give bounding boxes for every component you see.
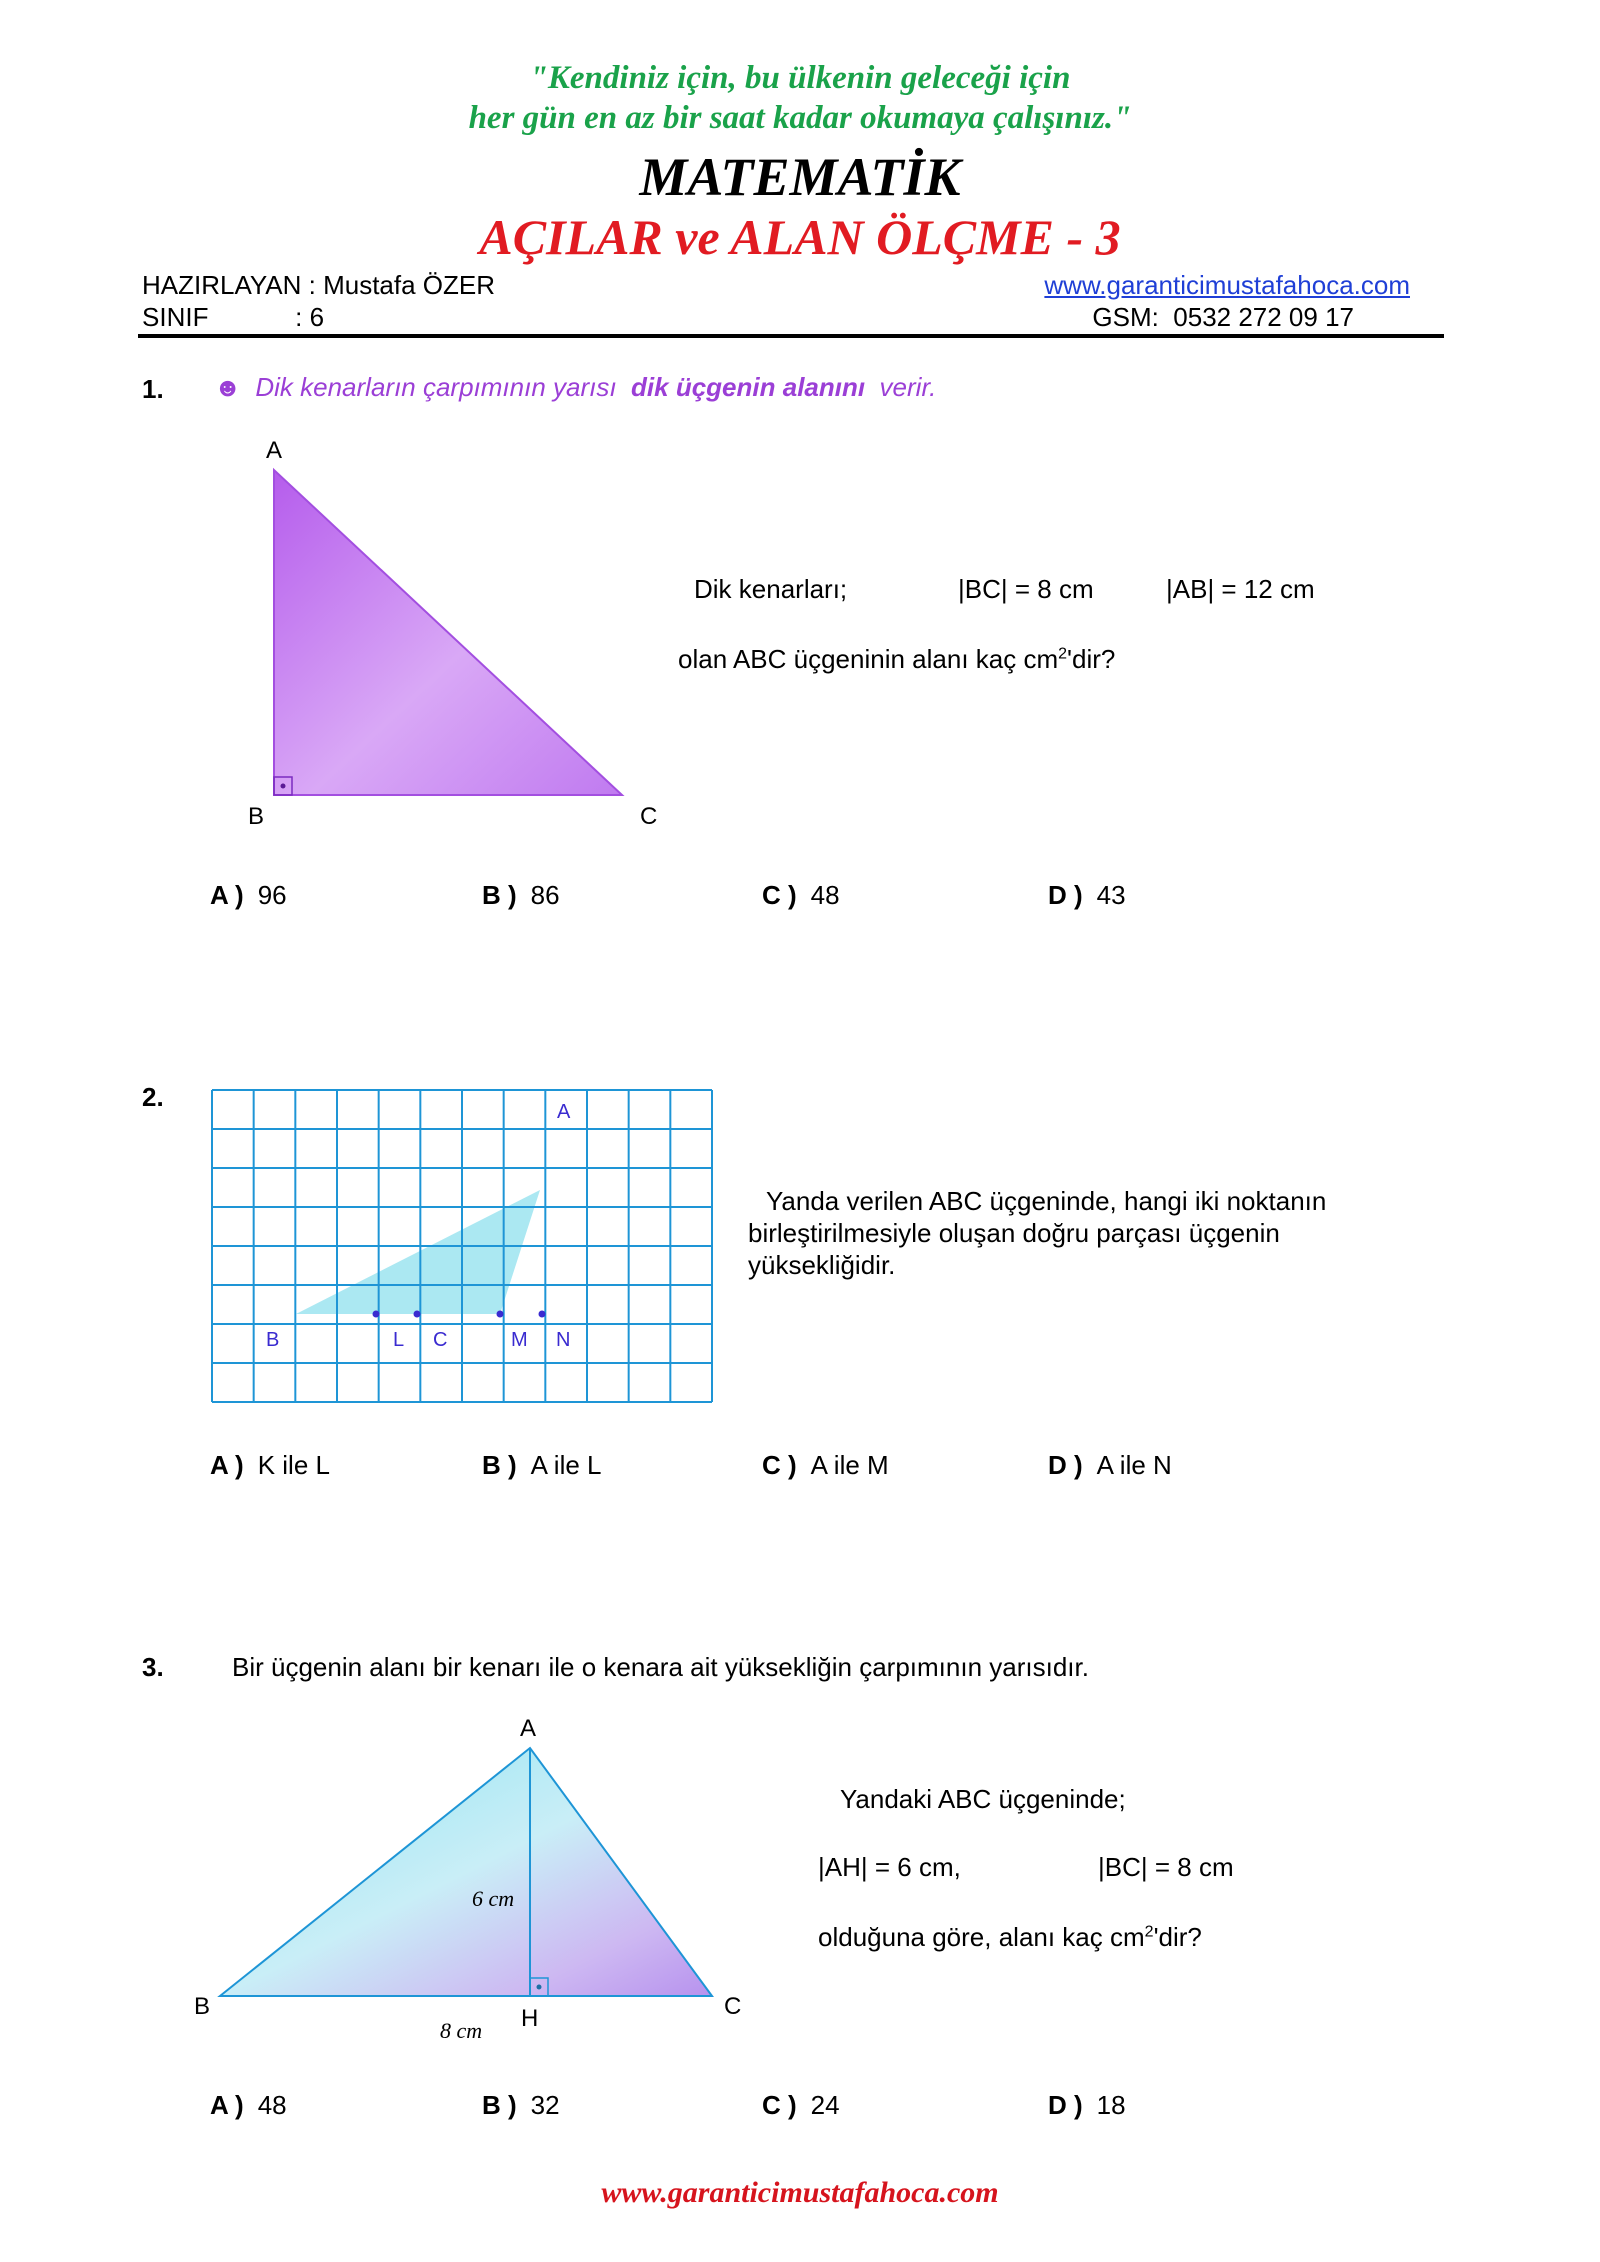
motto-line-1: "Kendiniz için, bu ülkenin geleceği için (529, 60, 1071, 96)
triangle-with-height-figure (190, 1708, 750, 2058)
vertex-label-a3: A (520, 1715, 537, 1742)
q3-option-c[interactable]: C ) 24 (762, 2090, 840, 2120)
right-triangle-figure (240, 430, 660, 830)
q3-option-b[interactable]: B ) 32 (482, 2090, 560, 2120)
q1-given-bc: |BC| = 8 cm (958, 574, 1094, 604)
question-1-hint (214, 372, 936, 403)
point-c (414, 1311, 421, 1318)
point-l (373, 1311, 380, 1318)
header-divider (138, 334, 1444, 338)
q1-given-label: Dik kenarları; (694, 574, 848, 604)
q1-option-a[interactable]: A ) 96 (210, 880, 287, 910)
point-n (539, 1311, 546, 1318)
right-angle-dot (281, 784, 286, 789)
hint-text-a: Dik kenarların çarpımının yarısı (255, 372, 617, 402)
grid-label-b: B (266, 1329, 280, 1351)
hint-text-b: dik üçgenin alanını (631, 372, 866, 402)
author: HAZIRLAYAN : Mustafa ÖZER (142, 270, 496, 300)
question-3-number: 3. (142, 1652, 164, 1682)
vertex-label-b3: B (194, 1993, 211, 2020)
q2-text-line-3: yüksekliğidir. (748, 1250, 896, 1280)
q2-option-d[interactable]: D ) A ile N (1048, 1450, 1172, 1480)
q1-question-end: 'dir? (1067, 644, 1116, 674)
q1-option-c[interactable]: C ) 48 (762, 880, 840, 910)
q3-question-sup: 2 (1144, 1923, 1154, 1941)
motto-line-2: her gün en az bir saat kadar okumaya çalışınız." (468, 100, 1132, 136)
footer-website[interactable]: www.garanticimustafahoca.com (601, 2176, 999, 2209)
vertex-label-c: C (640, 803, 658, 830)
grid-triangle-figure (200, 1080, 720, 1410)
grid-label-m: M (511, 1329, 528, 1351)
grid-label-a: A (557, 1101, 571, 1123)
grid (212, 1090, 712, 1402)
smiley-icon: ☻ (214, 372, 242, 402)
q2-text-line-1: Yanda verilen ABC üçgeninde, hangi iki noktanın (766, 1186, 1327, 1216)
q2-option-b[interactable]: B ) A ile L (482, 1450, 602, 1480)
point-m (497, 1311, 504, 1318)
q2-text-line-2: birleştirilmesiyle oluşan doğru parçası üçgenin (748, 1218, 1280, 1248)
q3-question-text (818, 1922, 1202, 1953)
page-title: MATEMATİK (639, 147, 961, 207)
phone-number: GSM: 0532 272 09 17 (1092, 302, 1354, 332)
q2-option-a[interactable]: A ) K ile L (210, 1450, 330, 1480)
q3-question-end: 'dir? (1153, 1922, 1202, 1952)
q1-question-main: olan ABC üçgeninin alanı kaç cm (678, 644, 1059, 674)
class-level: SINIF : 6 (142, 302, 325, 332)
q3-given-label: Yandaki ABC üçgeninde; (840, 1784, 1126, 1814)
q1-option-d[interactable]: D ) 43 (1048, 880, 1126, 910)
q3-option-a[interactable]: A ) 48 (210, 2090, 287, 2120)
grid-label-l: L (393, 1329, 405, 1351)
q3-given-ah: |AH| = 6 cm, (818, 1852, 961, 1882)
vertex-label-a: A (266, 437, 283, 464)
height-label: 6 cm (472, 1886, 515, 1911)
grid-label-n: N (556, 1329, 571, 1351)
question-2-number: 2. (142, 1082, 164, 1112)
website-link[interactable]: www.garanticimustafahoca.com (1044, 270, 1410, 300)
q1-question-sup: 2 (1058, 645, 1068, 663)
q3-statement: Bir üçgenin alanı bir kenarı ile o kenara ait yüksekliğin çarpımının yarısıdır. (232, 1652, 1089, 1682)
q1-question-text (678, 644, 1115, 675)
page-subtitle: AÇILAR ve ALAN ÖLÇME - 3 (479, 209, 1121, 265)
q2-option-c[interactable]: C ) A ile M (762, 1450, 889, 1480)
vertex-label-h: H (521, 2005, 539, 2032)
triangle-abc (274, 470, 622, 795)
q3-question-main: olduğuna göre, alanı kaç cm (818, 1922, 1145, 1952)
q1-given-ab: |AB| = 12 cm (1166, 574, 1315, 604)
base-label: 8 cm (440, 2018, 483, 2043)
vertex-label-b: B (248, 803, 265, 830)
q3-given-bc: |BC| = 8 cm (1098, 1852, 1234, 1882)
triangle-abc-height (220, 1748, 712, 1996)
grid-label-c: C (433, 1329, 448, 1351)
question-1-number: 1. (142, 374, 164, 404)
vertex-label-c3: C (724, 1993, 742, 2020)
q3-option-d[interactable]: D ) 18 (1048, 2090, 1126, 2120)
right-angle-dot-h (537, 1985, 542, 1990)
hint-text-c: verir. (879, 372, 937, 402)
q1-option-b[interactable]: B ) 86 (482, 880, 560, 910)
